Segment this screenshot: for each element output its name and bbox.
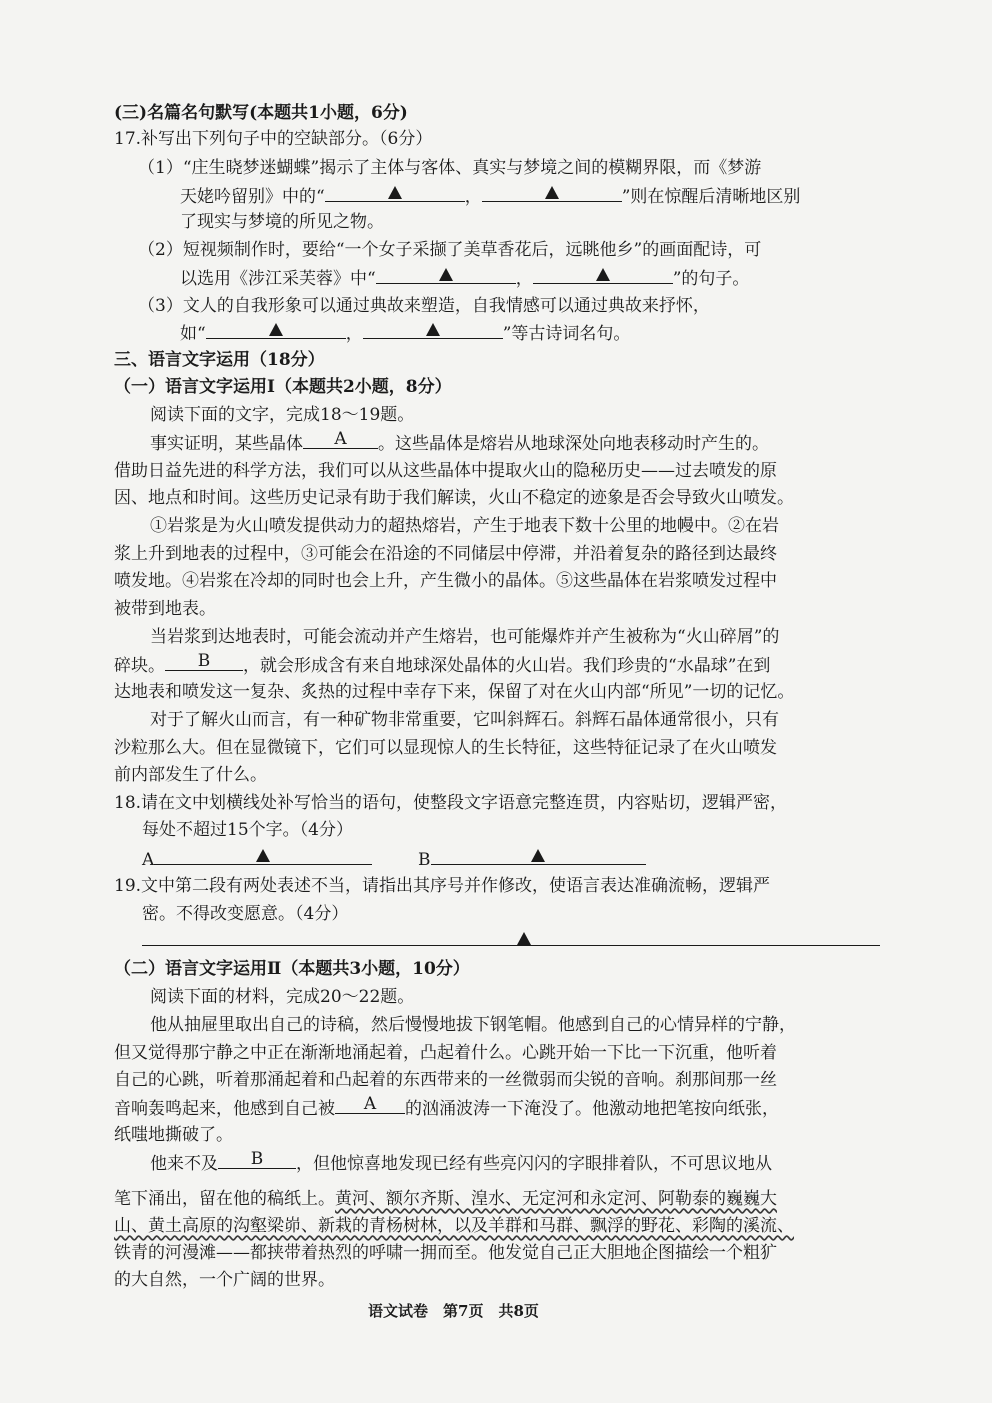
answer-a-label: A: [142, 850, 155, 870]
q19-answer-line[interactable]: [142, 945, 880, 946]
answer-blank-a[interactable]: [154, 846, 372, 865]
answer-blank[interactable]: [482, 183, 622, 202]
sub2-intro: 阅读下面的材料，完成20～22题。: [150, 987, 415, 1007]
blank-b-label: B: [250, 1149, 264, 1169]
text: 碎块。: [114, 656, 165, 676]
q17-part1-line1: （1）“庄生晓梦迷蝴蝶”揭示了主体与客体、真实与梦境之间的模糊界限，而《梦游: [138, 158, 762, 178]
passage2-p2-line2: [114, 1186, 777, 1212]
text: ，就会形成含有来自地球深处晶体的火山岩。我们珍贵的“水晶球”在到: [243, 656, 771, 676]
q18-answer-a: [142, 846, 372, 873]
q17-part3-prefix: 如“: [180, 324, 206, 344]
q17-part1-line3: 了现实与梦境的所见之物。: [180, 212, 384, 232]
answer-triangle-icon: [256, 849, 270, 862]
passage1-p2-line1: ①岩浆是为火山喷发提供动力的超热熔岩，产生于地表下数十公里的地幔中。②在岩: [150, 516, 779, 536]
blank-b[interactable]: [165, 652, 243, 671]
passage1-p3-line3: 达地表和喷发这一复杂、炙热的过程中幸存下来，保留了对在火山内部“所见”一切的记忆。: [114, 682, 795, 702]
q17-part3-line2: [180, 320, 630, 347]
part3-title: 三、语言文字运用（18分）: [114, 350, 325, 370]
blank-a[interactable]: [303, 430, 378, 449]
q17-part2-prefix: 以选用《涉江采芙蓉》中“: [180, 269, 376, 289]
passage2-p2-line3: [114, 1213, 794, 1239]
passage2-p1-line4: [114, 1095, 779, 1122]
answer-blank[interactable]: [376, 265, 516, 284]
passage1-p3-line1: 当岩浆到达地表时，可能会流动并产生熔岩，也可能爆炸并产生被称为“火山碎屑”的: [150, 627, 780, 647]
text: 的汹涌波涛一下淹没了。他激动地把笔按向纸张，: [405, 1099, 779, 1119]
q17-stem: 17.补写出下列句子中的空缺部分。（6分）: [114, 129, 433, 149]
wavy-underlined-text: 黄河、额尔齐斯、湟水、无定河和永定河、阿勒泰的巍巍大: [335, 1189, 777, 1209]
passage2-p1-line2: 但又觉得那宁静之中正在渐渐地涌起着，凸起着什么。心跳开始一下比一下沉重，他听着: [114, 1043, 777, 1063]
answer-triangle-icon: [545, 186, 559, 199]
text: ，但他惊喜地发现已经有些亮闪闪的字眼排着队，不可思议地从: [296, 1154, 772, 1174]
section-header-famous-lines: (三)名篇名句默写(本题共1小题，6分): [114, 103, 408, 123]
answer-triangle-icon: [388, 186, 402, 199]
text: 笔下涌出，留在他的稿纸上。: [114, 1189, 335, 1209]
blank-a-label: A: [334, 429, 347, 449]
blank-a-label: A: [363, 1094, 377, 1114]
answer-blank[interactable]: [325, 183, 465, 202]
text: 事实证明，某些晶体: [150, 434, 303, 454]
q18-line2: 每处不超过15个字。（4分）: [142, 820, 353, 840]
q17-part3-line1: （3）文人的自我形象可以通过典故来塑造，自我情感可以通过典故来抒怀，: [138, 296, 710, 316]
answer-triangle-icon: [531, 849, 545, 862]
text: 音响轰鸣起来，他感到自己被: [114, 1099, 335, 1119]
passage1-p4-line3: 前内部发生了什么。: [114, 765, 267, 785]
sub2-header: （二）语言文字运用Ⅱ（本题共3小题，10分）: [114, 959, 470, 979]
page-footer: 语文试卷 第7页 共8页: [368, 1302, 539, 1320]
separator: ，: [464, 187, 482, 207]
answer-blank[interactable]: [533, 265, 673, 284]
passage1-p2-line4: 被带到地表。: [114, 599, 216, 619]
q17-part1-prefix: 天姥吟留别》中的“: [180, 187, 325, 207]
wavy-underlined-text: 山、黄土高原的沟壑梁峁、新栽的青杨树林，以及羊群和马群、飘浮的野花、彩陶的溪流、: [114, 1216, 794, 1236]
answer-blank-b[interactable]: [431, 846, 646, 865]
answer-blank[interactable]: [206, 320, 346, 339]
answer-b-label: B: [418, 850, 431, 870]
q17-part2-suffix: ”的句子。: [672, 269, 750, 289]
answer-triangle-icon: [426, 323, 440, 336]
q19-line2: 密。不得改变愿意。（4分）: [142, 904, 349, 924]
answer-triangle-icon: [596, 268, 610, 281]
answer-triangle-icon: [269, 323, 283, 336]
separator: ，: [345, 324, 363, 344]
passage1-p3-line2: [114, 652, 770, 679]
q18-answer-b: [418, 846, 646, 873]
passage1-p1-line1: [150, 430, 769, 457]
passage2-p1-line5: 纸嗤地撕破了。: [114, 1125, 233, 1145]
blank-b-label: B: [197, 651, 211, 671]
sub1-intro: 阅读下面的文字，完成18～19题。: [150, 405, 415, 425]
q17-part1-line2: [180, 183, 800, 210]
passage1-p2-line2: 浆上升到地表的过程中，③可能会在沿途的不同储层中停滞，并沿着复杂的路径到达最终: [114, 544, 777, 564]
passage2-p1-line3: 自己的心跳，听着那涌起着和凸起着的东西带来的一丝微弱而尖锐的音响。刹那间那一丝: [114, 1070, 777, 1090]
sub1-header: （一）语言文字运用Ⅰ（本题共2小题，8分）: [114, 377, 452, 397]
passage2-p1-line1: 他从抽屉里取出自己的诗稿，然后慢慢地拔下钢笔帽。他感到自己的心情异样的宁静，: [150, 1015, 796, 1035]
answer-triangle-icon: [517, 932, 531, 945]
q17-part2-line1: （2）短视频制作时，要给“一个女子采撷了美草香花后，远眺他乡”的画面配诗，可: [138, 240, 762, 260]
passage2-p2-line1: [150, 1150, 772, 1177]
passage1-p4-line2: 沙粒那么大。但在显微镜下，它们可以显现惊人的生长特征，这些特征记录了在火山喷发: [114, 738, 777, 758]
q17-part1-suffix: ”则在惊醒后清晰地区别: [621, 187, 801, 207]
passage1-p4-line1: 对于了解火山而言，有一种矿物非常重要，它叫斜辉石。斜辉石晶体通常很小，只有: [150, 710, 779, 730]
q18-line1: 18.请在文中划横线处补写恰当的语句，使整段文字语意完整连贯，内容贴切，逻辑严密，: [114, 793, 788, 813]
passage1-p1-line2: 借助日益先进的科学方法，我们可以从这些晶体中提取火山的隐秘历史——过去喷发的原: [114, 461, 777, 481]
separator: ，: [515, 269, 533, 289]
passage1-p2-line3: 喷发地。④岩浆在冷却的同时也会上升，产生微小的晶体。⑤这些晶体在岩浆喷发过程中: [114, 571, 777, 591]
text: 他来不及: [150, 1154, 218, 1174]
q17-part2-line2: [180, 265, 749, 292]
answer-blank[interactable]: [363, 320, 503, 339]
answer-triangle-icon: [439, 268, 453, 281]
blank-b[interactable]: [218, 1150, 296, 1169]
blank-a[interactable]: [335, 1095, 405, 1114]
passage1-p1-line3: 因、地点和时间。这些历史记录有助于我们解读，火山不稳定的迹象是否会导致火山喷发。: [114, 488, 794, 508]
q17-part3-suffix: ”等古诗词名句。: [502, 324, 631, 344]
text: 。这些晶体是熔岩从地球深处向地表移动时产生的。: [378, 434, 769, 454]
passage2-p2-line5: 的大自然，一个广阔的世界。: [114, 1270, 335, 1290]
q19-line1: 19.文中第二段有两处表述不当，请指出其序号并作修改，使语言表达准确流畅，逻辑严: [114, 876, 771, 896]
passage2-p2-line4: 铁青的河漫滩——都挟带着热烈的呼啸一拥而至。他发觉自己正大胆地企图描绘一个粗犷: [114, 1243, 777, 1263]
